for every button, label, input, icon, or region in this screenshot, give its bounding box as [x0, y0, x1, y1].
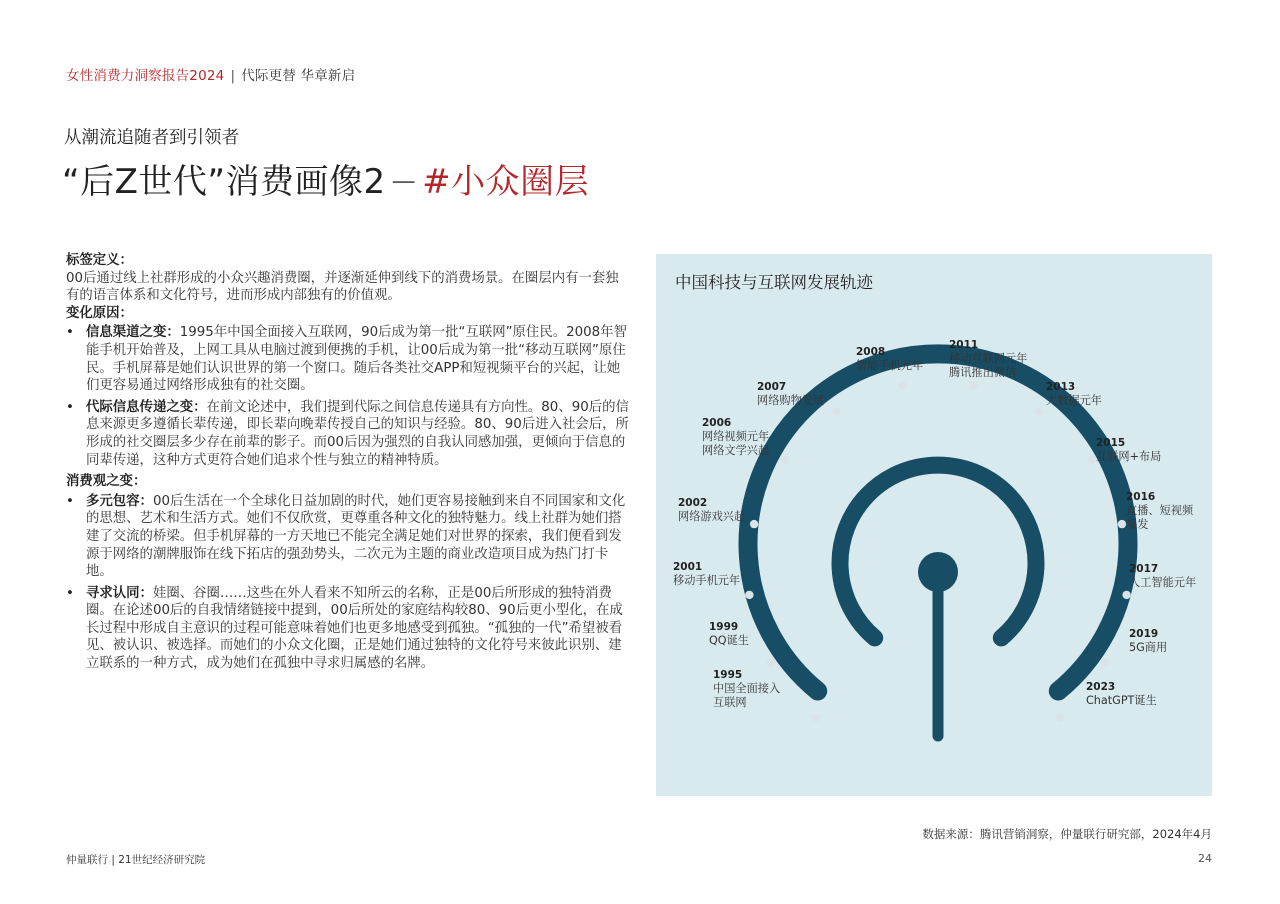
- milestone-event: 中国全面接入: [713, 682, 781, 695]
- list-item: [66, 399, 630, 469]
- milestone-event: 5G商用: [1129, 641, 1168, 654]
- item-text: 在前文论述中，我们提到代际之间信息传递具有方向性。80、90后的信息来源更多遵循长辈传递，即长辈向晚辈传授自己的知识与经验。80、90后进入社会后，所形成的社交圈层多少存在前辈的影子。而00后因为强烈的自我认同感加强，更倾向于信息的同辈传递，这种方式更符合她们追求个性与独立的精神特质。: [86, 399, 629, 468]
- milestone-dot: [780, 456, 788, 464]
- antenna-head: [918, 552, 958, 592]
- milestone-dot: [1056, 713, 1064, 721]
- milestone-event: 互联网+布局: [1096, 450, 1162, 463]
- timeline-panel: [656, 254, 1212, 796]
- milestone-dot: [1101, 658, 1109, 666]
- milestone-year: 2002: [678, 497, 708, 509]
- milestone-year: 2017: [1129, 563, 1159, 575]
- milestone-label: [1129, 563, 1196, 589]
- milestone-dot: [1035, 407, 1043, 415]
- milestone-dot: [1087, 456, 1095, 464]
- milestone-dot: [1118, 520, 1126, 528]
- running-header: [66, 64, 355, 84]
- chart-title: 中国科技与互联网发展轨迹: [675, 273, 873, 292]
- milestone-event: 大数据元年: [1046, 394, 1102, 407]
- milestone-dot: [832, 407, 840, 415]
- milestone-event: 直播、短视频: [1126, 504, 1194, 517]
- milestone-label: [1096, 437, 1161, 463]
- title-tag: #小众圈层: [422, 162, 590, 202]
- milestone-year: 2001: [673, 561, 703, 573]
- milestone-event: ChatGPT诞生: [1086, 694, 1157, 707]
- item-label: 信息渠道之变：: [86, 325, 180, 341]
- milestone-event: 网络购物发展: [757, 394, 825, 407]
- page-subtitle: 从潮流追随者到引领者: [64, 128, 239, 148]
- milestone-dot: [745, 591, 753, 599]
- milestone-year: 2015: [1096, 437, 1126, 449]
- milestone-event: 爆发: [1126, 518, 1149, 531]
- milestone-label: [1086, 681, 1157, 707]
- milestone-event: 网络游戏兴起: [678, 510, 746, 523]
- milestone-label: [709, 621, 749, 647]
- milestone-event: 网络视频元年: [702, 430, 770, 443]
- milestone-label: [678, 497, 745, 523]
- milestone-dot: [898, 381, 906, 389]
- reason-heading: 变化原因：: [66, 305, 133, 321]
- milestone-dot: [1122, 591, 1130, 599]
- milestone-year: 2008: [856, 346, 886, 358]
- milestone-year: 2006: [702, 417, 732, 429]
- milestone-dot: [969, 381, 977, 389]
- milestone-event: QQ诞生: [709, 634, 749, 647]
- definition-heading: 标签定义：: [66, 253, 133, 268]
- milestone-event: 人工智能元年: [1129, 576, 1197, 589]
- milestone-label: [757, 381, 824, 407]
- milestone-dot: [812, 713, 820, 721]
- item-text: 00后生活在一个全球化日益加剧的时代，她们更容易接触到来自不同国家和文化的思想、艺术和生活方式。她们不仅欣赏，更尊重各种文化的独特魅力。线上社群为她们搭建了交流的桥梁。但手机屏幕的一方天地已不能完全满足她们对世界的探索，我们便看到发源于网络的潮牌服饰在线下拓店的强劲势头，二次元为主题的商业改造项目成为热门打卡地。: [86, 493, 626, 580]
- milestone-label: [1126, 491, 1194, 531]
- item-text: 娃圈、谷圈……这些在外人看来不知所云的名称，正是00后所形成的独特消费圈。在论述00后的自我情绪链接中提到，00后所处的家庭结构较80、90后更小型化，在成长过程中形成自主意识的过程可能意味着她们也更多地感受到孤独。“孤独的一代”希望被看见、被认识、被选择。而她们的小众文化圈，正是她们通过独特的文化符号来彼此识别、建立联系的一种方式，成为她们在孤独中寻求归属感的名牌。: [86, 585, 623, 672]
- item-label: 寻求认同：: [86, 585, 153, 601]
- milestone-label: [1129, 628, 1167, 654]
- view-list: [66, 493, 630, 673]
- milestone-dot: [767, 658, 775, 666]
- milestone-year: 1995: [713, 669, 743, 681]
- definition-text: 00后通过线上社群形成的小众兴趣消费圈，并逐渐延伸到线下的消费场景。在圈层内有一套独有的语言体系和文化符号，进而形成内部独有的价值观。: [66, 270, 619, 304]
- milestone-label: [702, 417, 769, 457]
- milestone-event: 移动互联网元年: [949, 352, 1028, 365]
- milestone-year: 2019: [1129, 628, 1159, 640]
- reason-list: [66, 324, 630, 469]
- title-main: “后Z世代”消费画像2: [62, 162, 386, 202]
- footer-credits: 仲量联行 | 21世纪经济研究院: [66, 854, 206, 866]
- view-heading: 消费观之变：: [66, 474, 147, 490]
- milestone-event: 互联网: [713, 696, 747, 709]
- report-tagline: 代际更替 华章新启: [241, 68, 356, 84]
- list-item: [66, 324, 630, 394]
- item-text: 1995年中国全面接入互联网，90后成为第一批“互联网”原住民。2008年智能手机开始普及，上网工具从电脑过渡到便携的手机，让00后成为第一批“移动互联网”原住民。手机屏幕是她们认识世界的第一个窗口。随后各类社交APP和短视频平台的兴起，让她们更容易通过网络形成独有的社交圈。: [86, 325, 627, 394]
- milestone-label: [1046, 381, 1102, 407]
- timeline-diagram: [656, 254, 1212, 796]
- page-title: [62, 154, 589, 203]
- milestone-year: 2016: [1126, 491, 1156, 503]
- milestone-label: [949, 339, 1027, 379]
- milestone-dot: [750, 520, 758, 528]
- report-name: 女性消费力洞察报告2024: [66, 68, 225, 84]
- milestone-year: 2013: [1046, 381, 1076, 393]
- data-source: 数据来源：腾讯营销洞察，仲量联行研究部，2024年4月: [922, 827, 1212, 841]
- page-number: 24: [1198, 852, 1212, 865]
- milestone-event: 智能手机元年: [856, 359, 924, 372]
- title-dash: —: [391, 167, 417, 195]
- list-item: [66, 493, 630, 581]
- milestone-year: 2007: [757, 381, 787, 393]
- milestone-year: 2023: [1086, 681, 1116, 693]
- item-label: 代际信息传递之变：: [86, 399, 207, 415]
- milestone-event: 移动手机元年: [673, 574, 741, 587]
- body-text: [66, 252, 630, 677]
- milestone-label: [713, 669, 780, 709]
- item-label: 多元包容：: [86, 493, 153, 509]
- milestone-event: 腾讯推出微信: [949, 366, 1017, 379]
- list-item: [66, 585, 630, 673]
- header-separator: |: [230, 68, 236, 84]
- milestone-year: 2011: [949, 339, 979, 351]
- milestone-event: 网络文学兴起: [702, 444, 770, 457]
- milestone-label: [673, 561, 740, 587]
- milestone-year: 1999: [709, 621, 739, 633]
